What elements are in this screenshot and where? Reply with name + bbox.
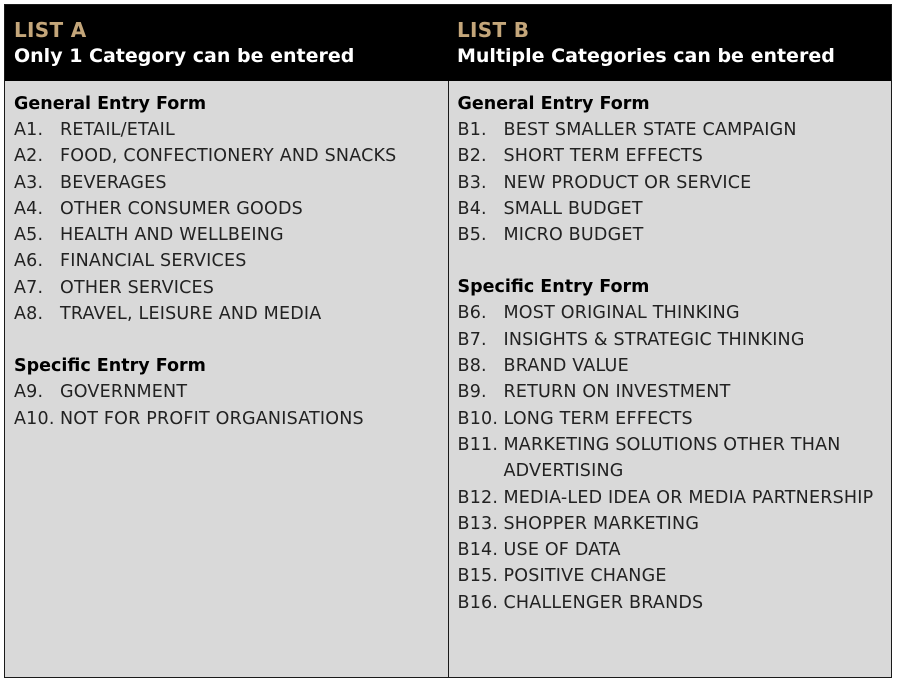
category-code: B13.: [457, 513, 499, 534]
category-code: B5.: [457, 225, 487, 246]
category-item: [458, 327, 892, 353]
category-code: A9.: [14, 382, 44, 403]
category-code: B10.: [457, 408, 499, 429]
category-label: FINANCIAL SERVICES: [60, 251, 247, 272]
section-spacer: [458, 248, 892, 274]
category-code: B16.: [457, 592, 499, 613]
category-code: A6.: [14, 251, 44, 272]
category-item: [14, 301, 448, 327]
category-table: [4, 4, 892, 678]
category-label: LONG TERM EFFECTS: [503, 408, 693, 429]
category-code: B3.: [457, 172, 487, 193]
category-code: B7.: [457, 329, 487, 350]
category-label: INSIGHTS & STRATEGIC THINKING: [503, 329, 805, 350]
section-title: Specific Entry Form: [14, 356, 206, 377]
category-label: BEST SMALLER STATE CAMPAIGN: [503, 120, 797, 140]
category-code: B14.: [457, 540, 499, 561]
category-label: OTHER SERVICES: [60, 277, 215, 298]
category-item: [458, 196, 892, 222]
category-label: BRAND VALUE: [503, 356, 629, 377]
category-label: NEW PRODUCT OR SERVICE: [503, 172, 752, 193]
section-spacer: [14, 327, 448, 353]
list-a-header: [5, 5, 448, 81]
category-item: [14, 248, 448, 274]
list-b-title: LIST B: [457, 18, 530, 42]
category-item: [458, 432, 892, 485]
category-code: B6.: [457, 303, 487, 324]
category-item: [458, 117, 892, 143]
category-label: MARKETING SOLUTIONS OTHER THAN ADVERTISING: [503, 434, 841, 482]
list-a-column: [5, 81, 449, 677]
category-item: [14, 196, 448, 222]
list-b-subtitle: Multiple Categories can be entered: [457, 45, 835, 67]
category-item: [458, 143, 892, 169]
category-code: A10.: [14, 408, 55, 429]
category-item: [458, 537, 892, 563]
category-item: [458, 485, 892, 511]
category-code: A5.: [14, 225, 44, 246]
section-title: Specific Entry Form: [457, 277, 650, 298]
category-item: [14, 143, 448, 169]
category-label: RETURN ON INVESTMENT: [503, 382, 731, 403]
category-code: B2.: [457, 146, 487, 167]
category-item: [14, 117, 448, 143]
category-code: A4.: [14, 198, 44, 219]
category-item: [458, 590, 892, 616]
category-code: A7.: [14, 277, 44, 298]
category-code: A1.: [14, 120, 44, 140]
list-a-title: LIST A: [14, 18, 87, 42]
category-item: [14, 379, 448, 405]
category-label: SHORT TERM EFFECTS: [503, 146, 704, 167]
category-label: USE OF DATA: [503, 540, 621, 561]
section-title: General Entry Form: [14, 94, 207, 114]
category-label: POSITIVE CHANGE: [503, 566, 667, 587]
category-item: [458, 511, 892, 537]
category-label: SHOPPER MARKETING: [503, 513, 700, 534]
category-item: [14, 406, 448, 432]
category-label: FOOD, CONFECTIONERY AND SNACKS: [60, 146, 397, 167]
category-label: MEDIA-LED IDEA OR MEDIA PARTNERSHIP: [503, 487, 874, 508]
category-code: A3.: [14, 172, 44, 193]
category-item: [458, 406, 892, 432]
category-label: NOT FOR PROFIT ORGANISATIONS: [60, 408, 364, 429]
category-label: OTHER CONSUMER GOODS: [60, 198, 303, 219]
category-label: TRAVEL, LEISURE AND MEDIA: [60, 304, 322, 325]
table-body: [5, 81, 891, 677]
list-b-column: [449, 81, 892, 677]
category-item: [458, 222, 892, 248]
category-label: CHALLENGER BRANDS: [503, 592, 704, 613]
category-code: B12.: [457, 487, 499, 508]
category-code: B4.: [457, 198, 487, 219]
category-label: HEALTH AND WELLBEING: [60, 225, 284, 246]
category-code: B8.: [457, 356, 487, 377]
category-item: [458, 563, 892, 589]
category-code: A2.: [14, 146, 44, 167]
list-a-subtitle: Only 1 Category can be entered: [14, 45, 355, 67]
category-label: GOVERNMENT: [60, 382, 188, 403]
category-code: B15.: [457, 566, 499, 587]
section-title: General Entry Form: [457, 94, 650, 114]
table-header: [5, 5, 891, 81]
category-code: A8.: [14, 304, 44, 325]
category-item: [14, 222, 448, 248]
category-code: B9.: [457, 382, 487, 403]
category-code: B11.: [457, 434, 499, 455]
category-code: B1.: [457, 120, 487, 140]
category-item: [458, 170, 892, 196]
category-item: [14, 170, 448, 196]
list-b-header: [448, 5, 891, 81]
category-label: BEVERAGES: [60, 172, 167, 193]
category-label: SMALL BUDGET: [503, 198, 643, 219]
category-item: [458, 379, 892, 405]
category-item: [458, 353, 892, 379]
category-label: RETAIL/ETAIL: [60, 120, 175, 140]
category-item: [14, 275, 448, 301]
category-label: MICRO BUDGET: [503, 225, 644, 246]
category-label: MOST ORIGINAL THINKING: [503, 303, 740, 324]
category-item: [458, 300, 892, 326]
